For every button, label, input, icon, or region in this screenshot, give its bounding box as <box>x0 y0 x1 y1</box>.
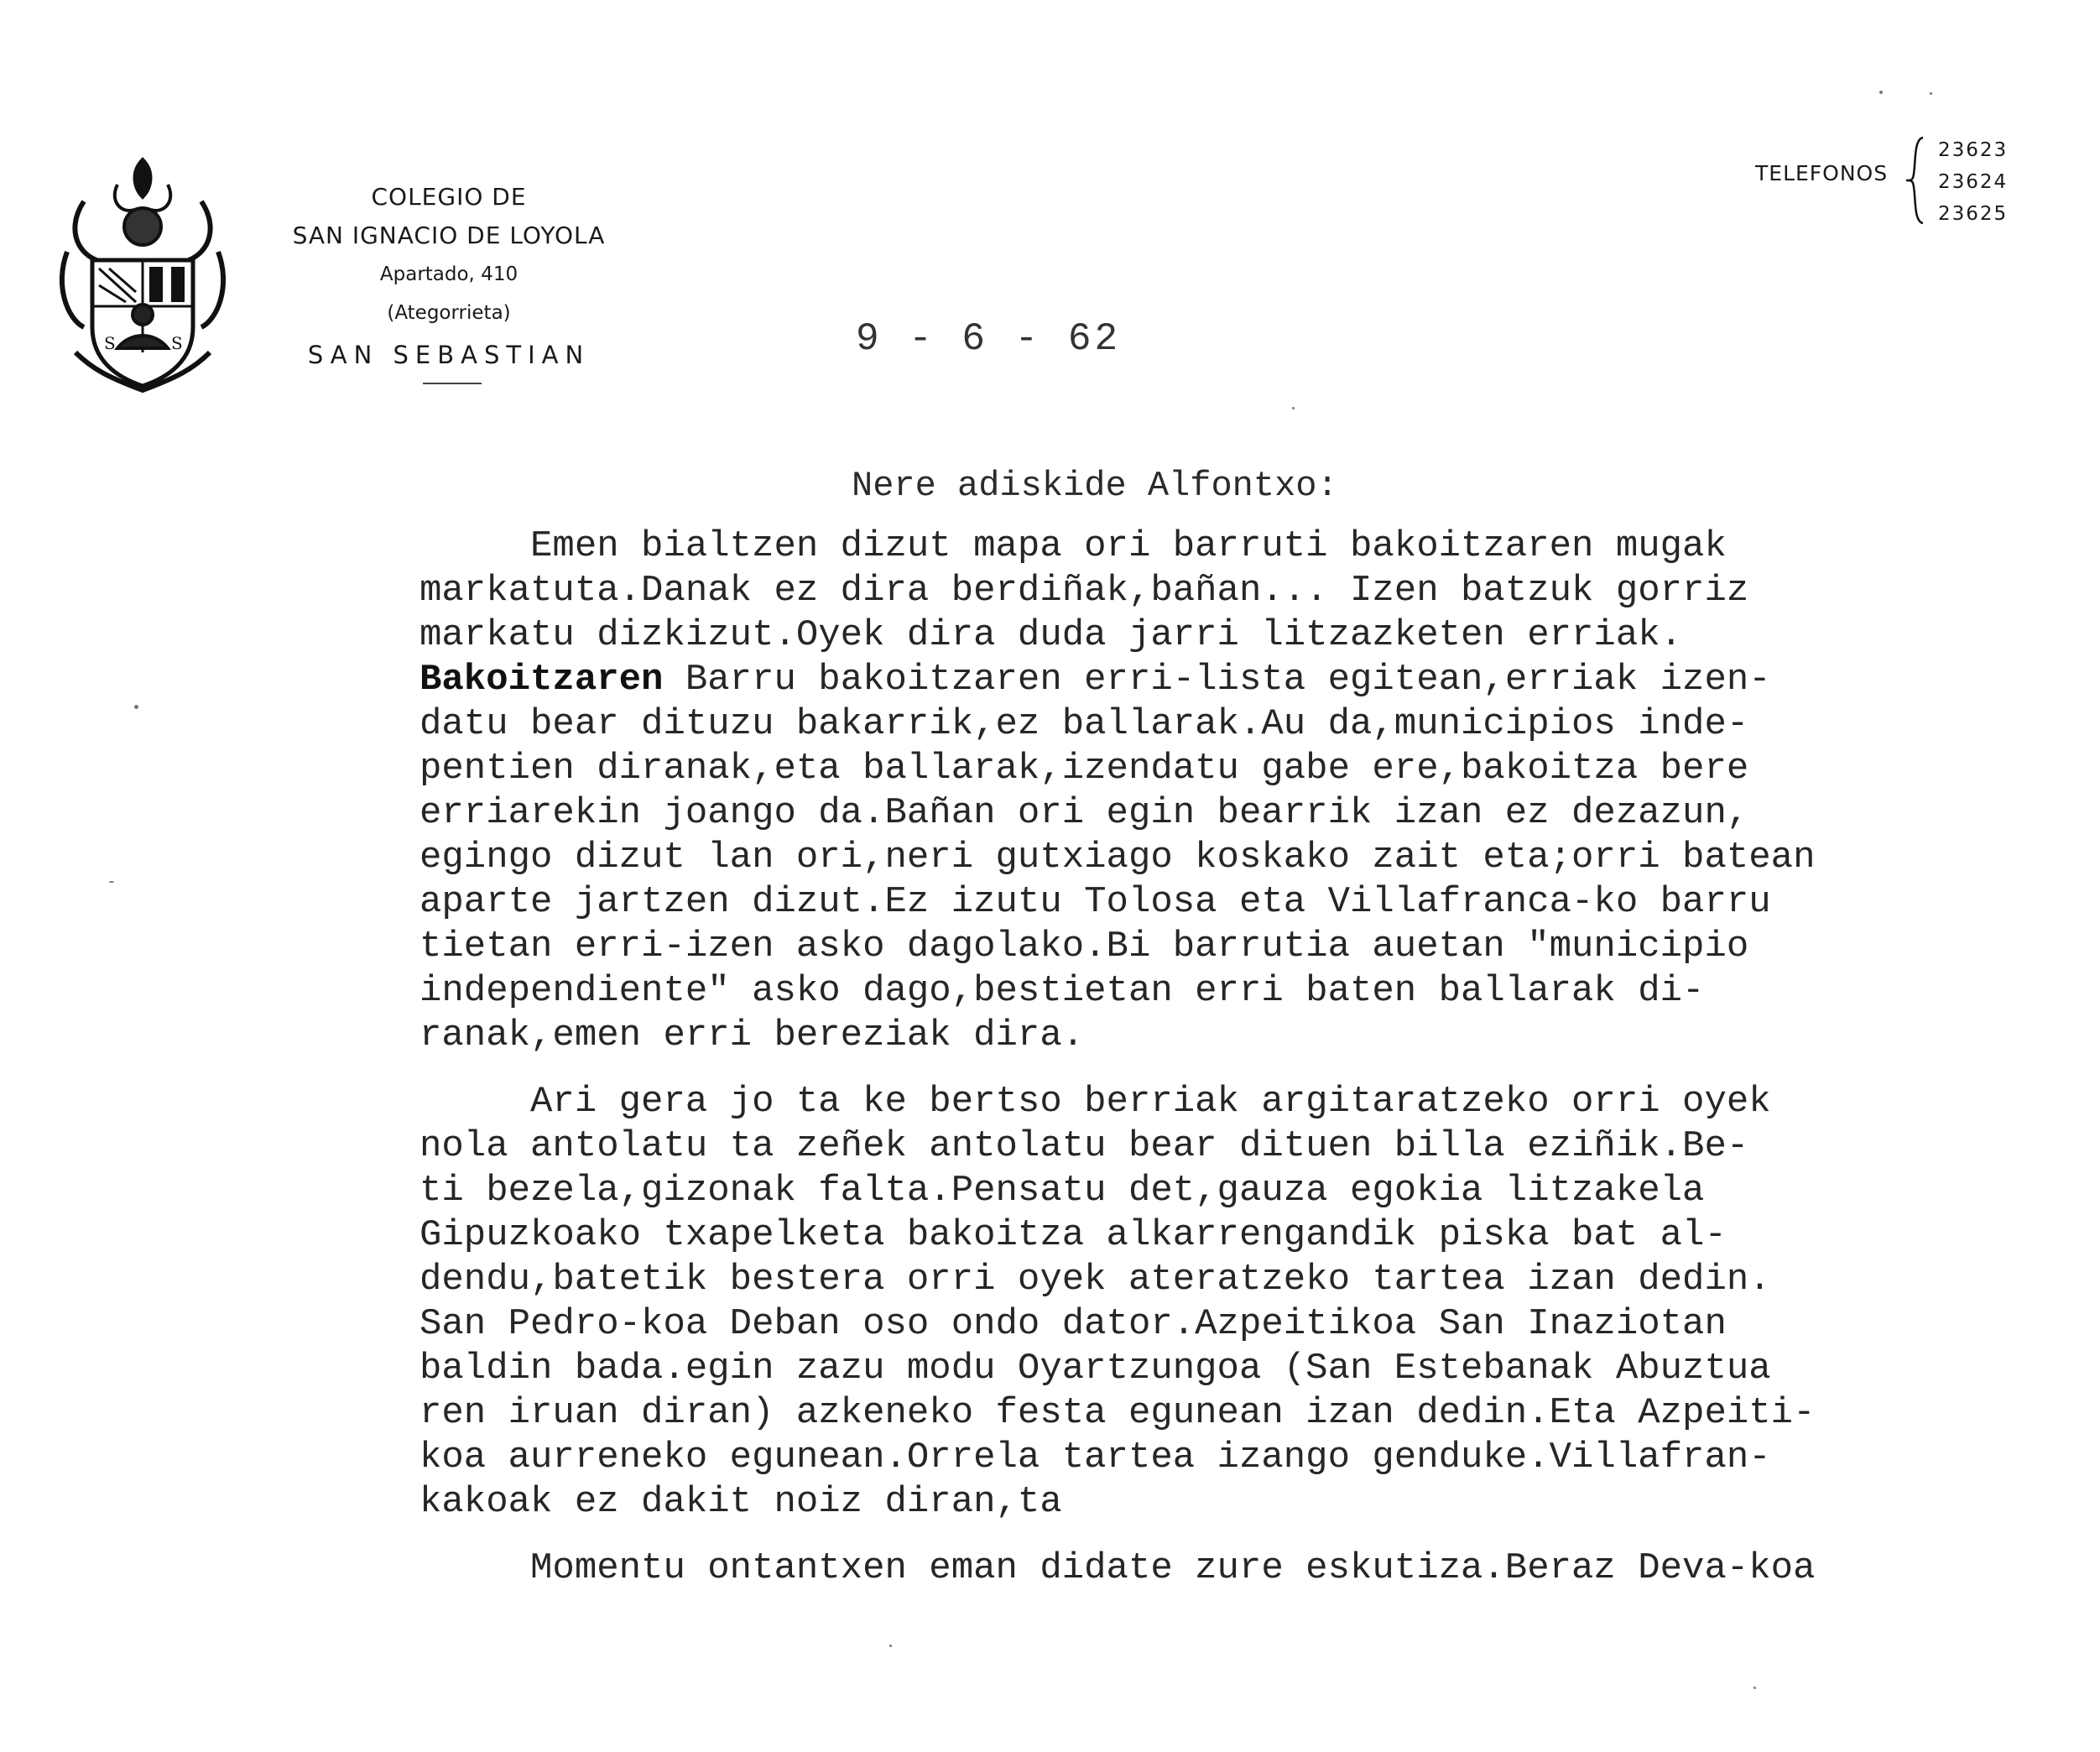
text-line: markatuta.Danak ez dira berdiñak,bañan... Izen batzuk gorriz <box>419 570 1749 612</box>
telefono-number: 23624 <box>1938 171 2009 193</box>
letterhead-line-1: COLEGIO DE <box>371 183 527 211</box>
letterhead-rule <box>423 383 482 384</box>
brace-icon <box>1905 134 1930 227</box>
telefonos-numbers <box>1938 134 2008 230</box>
letterhead-line-2: SAN IGNACIO DE LOYOLA <box>292 222 606 249</box>
text-line: koa aurreneko egunean.Orrela tartea izango genduke.Villafran- <box>419 1437 1771 1478</box>
text-line: kakoak ez dakit noiz diran,ta <box>419 1481 1062 1523</box>
college-crest-icon <box>50 151 235 403</box>
text-line: datu bear dituzu bakarrik,ez ballarak.Au da,municipios inde- <box>419 703 1749 745</box>
paragraph-1 <box>419 524 2064 1058</box>
letterhead-address: Apartado, 410 <box>379 263 518 285</box>
text-line: ren iruan diran) azkeneko festa egunean izan dedin.Eta Azpeiti- <box>419 1392 1816 1434</box>
scan-speck <box>1930 92 1932 95</box>
text-line: erriarekin joango da.Bañan ori egin bearrik izan ez dezazun, <box>419 792 1749 834</box>
letterhead-district: (Ategorrieta) <box>387 302 511 324</box>
letterhead-city: SAN SEBASTIAN <box>307 341 591 369</box>
text-line <box>419 658 2064 702</box>
text-line: independiente" asko dago,bestietan erri baten ballarak di- <box>419 970 1705 1012</box>
scan-speck <box>109 881 114 883</box>
text-line: Momentu ontantxen eman didate zure eskutiza.Beraz Deva-koa <box>419 1547 1816 1589</box>
text-line: dendu,batetik bestera orri oyek ateratzeko tartea izan dedin. <box>419 1259 1771 1301</box>
telefonos-label: TELEFONOS <box>1755 161 1889 185</box>
text-line: nola antolatu ta zeñek antolatu bear dituen billa eziñik.Be- <box>419 1125 1749 1167</box>
struck-out-word: Bakoitzaren <box>419 659 664 701</box>
text-line: markatu dizkizut.Oyek dira duda jarri litzazketen erriak. <box>419 614 1683 656</box>
text-line: ranak,emen erri bereziak dira. <box>419 1014 1085 1056</box>
paragraph-2 <box>419 1080 2064 1525</box>
text-line: pentien diranak,eta ballarak,izendatu gabe ere,bakoitza bere <box>419 748 1749 790</box>
text-line-rest: Barru bakoitzaren erri-lista egitean,erriak izen- <box>663 659 1771 701</box>
telefono-number: 23625 <box>1938 203 2009 225</box>
text-line: tietan erri-izen asko dagolako.Bi barrutia auetan "municipio <box>419 926 1749 967</box>
svg-text:S: S <box>104 333 116 353</box>
letter-body <box>419 524 2064 1591</box>
text-line: baldin bada.egin zazu modu Oyartzungoa (San Estebanak Abuztua <box>419 1348 1771 1390</box>
telefono-number: 23623 <box>1938 139 2009 161</box>
scan-speck <box>134 705 138 709</box>
text-line: San Pedro-koa Deban oso ondo dator.Azpeitikoa San Inaziotan <box>419 1303 1727 1345</box>
greeting: Nere adiskide Alfontxo: <box>852 466 1338 506</box>
letter-date: 9 - 6 - 62 <box>856 317 1122 361</box>
scan-speck <box>1292 407 1295 409</box>
scan-speck <box>1753 1687 1756 1689</box>
scan-speck <box>889 1645 892 1647</box>
text-line: Emen bialtzen dizut mapa ori barruti bakoitzaren mugak <box>419 525 1727 567</box>
text-line: Gipuzkoako txapelketa bakoitza alkarrengandik piska bat al- <box>419 1214 1727 1256</box>
text-line: egingo dizut lan ori,neri gutxiago koskako zait eta;orri batean <box>419 837 1816 879</box>
paragraph-3 <box>419 1546 2064 1591</box>
text-line: Ari gera jo ta ke bertso berriak argitaratzeko orri oyek <box>419 1081 1771 1123</box>
svg-text:S: S <box>171 333 183 353</box>
letterhead <box>260 178 638 384</box>
text-line: aparte jartzen dizut.Ez izutu Tolosa eta Villafranca-ko barru <box>419 881 1771 923</box>
text-line: ti bezela,gizonak falta.Pensatu det,gauza egokia litzakela <box>419 1170 1705 1212</box>
scan-speck <box>1879 91 1883 94</box>
